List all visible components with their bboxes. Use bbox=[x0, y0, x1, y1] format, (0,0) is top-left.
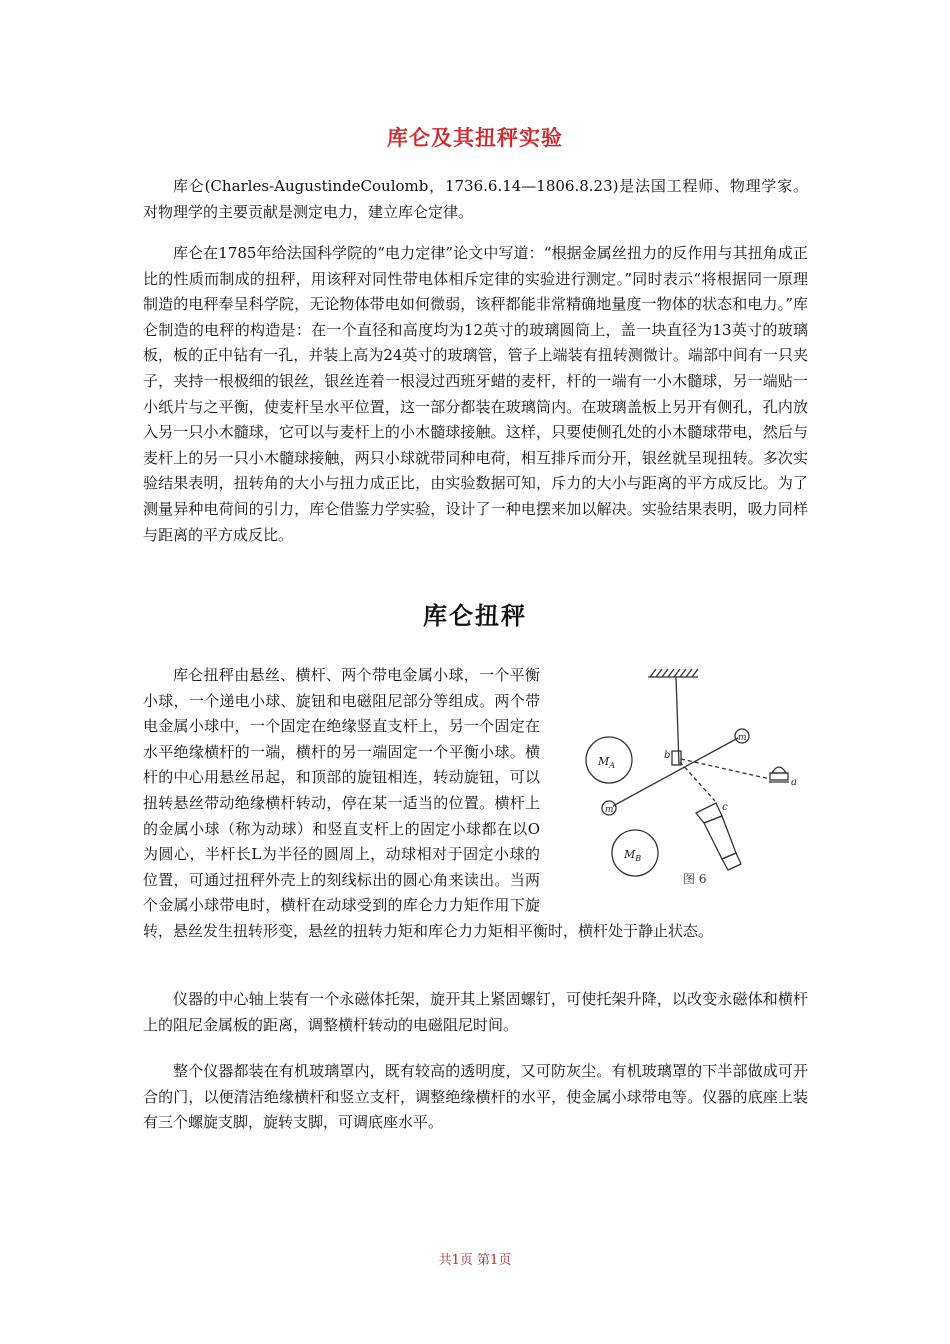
label-m-left: m bbox=[605, 805, 614, 815]
history-paragraph: 库仑在1785年给法国科学院的“电力定律”论文中写道：“根据金属丝扭力的反作用与其扭角成正比的性质而制成的扭秤，用该秤对同性带电体相斥定律的实验进行测定。”同时表示“将根据同一原理制造的电秤奉呈科学院，无论物体带电如何微弱，该秤都能非常精确地量度一物体的状态和电力。”库仑制造的电秤的构造是：在一个直径和高度均为12英寸的玻璃圆筒上，盖一块直径为13英寸的玻璃板，板的正中钻有一孔，并装上高为24英寸的玻璃管，管子上端装有扭转测微计。端部中间有一只夹子，夹持一根极细的银丝，银丝连着一根浸过西班牙蜡的麦杆，杆的一端有一小木髓球，另一端贴一小纸片与之平衡，使麦杆呈水平位置，这一部分都装在玻璃筒内。在玻璃盖板上另开有侧孔，孔内放入另一只小木髓球，它可以与麦杆上的小木髓球接触。这样，只要使侧孔处的小木髓球带电，然后与麦杆上的另一只小木髓球接触，两只小球就带同种电荷，相互排斥而分开，银丝就呈现扭转。多次实验结果表明，扭转角的大小与扭力成正比，由实验数据可知，斥力的大小与距离的平方成反比。为了测量异种电荷间的引力，库仑借鉴力学实验，设计了一种电摆来加以解决。实验结果表明，吸力同样与距离的平方成反比。 bbox=[143, 244, 808, 544]
label-MB: M bbox=[624, 848, 636, 861]
label-c: c bbox=[722, 802, 728, 813]
label-b: b bbox=[664, 750, 671, 761]
rod bbox=[613, 738, 738, 806]
torsion-balance-figure bbox=[558, 663, 808, 913]
page-footer: 共1页 第1页 bbox=[438, 1253, 512, 1268]
light-path-c bbox=[680, 762, 715, 801]
intro-paragraph: 库仑(Charles-AugustindeCoulomb，1736.6.14—1806.8.23)是法国工程师、物理学家。对物理学的主要贡献是测定电力，建立库仑定律。 bbox=[143, 177, 808, 221]
torsion-balance-section bbox=[143, 663, 808, 945]
lamp-a bbox=[769, 767, 789, 782]
ceiling-hatch bbox=[650, 669, 698, 677]
enclosure-paragraph: 整个仪器都装在有机玻璃罩内，既有较高的透明度，又可防灰尘。有机玻璃罩的下半部做成可开合的门，以便清洁绝缘横杆和竖立支杆，调整绝缘横杆的水平，使金属小球带电等。仪器的底座上装有三个螺旋支脚，旋转支脚，可调底座水平。 bbox=[143, 1062, 808, 1132]
magnet-paragraph: 仪器的中心轴上装有一个永磁体托架，旋开其上紧固螺钉，可使托架升降，以改变永磁体和横杆上的阻尼金属板的距离，调整横杆转动的电磁阻尼时间。 bbox=[143, 990, 808, 1034]
mirror-b bbox=[672, 751, 681, 765]
suspension-wire bbox=[676, 677, 679, 765]
svg-text:MB: $M_B$ bbox=[624, 848, 642, 863]
figure-caption: 图 6 bbox=[683, 872, 707, 886]
section-heading: 库仑扭秤 bbox=[423, 601, 527, 630]
label-MA: M bbox=[598, 755, 610, 768]
svg-text:MA: $M_A$ bbox=[598, 755, 616, 770]
torsion-balance-diagram bbox=[558, 663, 808, 913]
label-m-right: m bbox=[738, 733, 747, 743]
page-title: 库仑及其扭秤实验 bbox=[387, 125, 563, 150]
torsion-balance-paragraph: 库仑扭秤由悬丝、横杆、两个带电金属小球，一个平衡小球，一个递电小球、旋钮和电磁阻尼部分等组成。两个带电金属小球中，一个固定在绝缘竖直支杆上，另一个固定在水平绝缘横杆的一端，横杆的另一端固定一个平衡小球。横杆的中心用悬丝吊起，和顶部的旋钮相连，转动旋钮，可以扭转悬丝带动绝缘横杆转动，停在某一适当的位置。横杆上的金属小球（称为动球）和竖直支杆上的固定小球都在以O为圆心，半杆长L为半径的圆周上，动球相对于固定小球的位置，可通过扭秤外壳上的刻线标出的圆心角来读出。当两个金属小球带电时，横杆在动球受到的库仑力力矩作用下旋转，悬丝发生扭转形变，悬丝的扭转力矩和库仑力力矩相平衡时，横杆处于静止状态。 bbox=[143, 666, 714, 940]
telescope-c bbox=[696, 803, 741, 870]
label-a: a bbox=[791, 777, 797, 788]
